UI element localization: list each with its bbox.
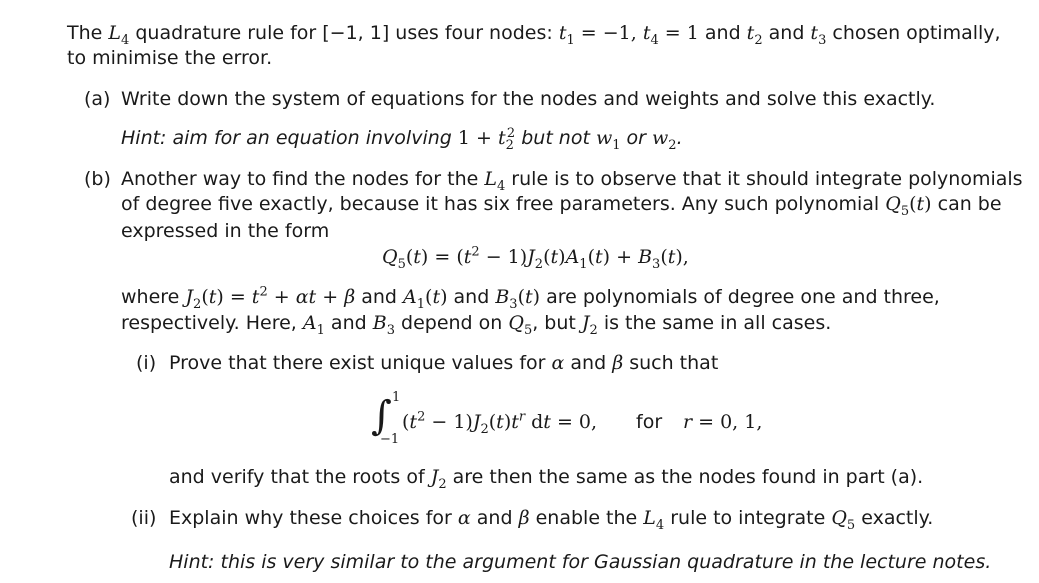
intro-text: quadrature rule for [−1, 1] uses four nodes: [129, 22, 559, 44]
part-b-label: (b) [84, 168, 111, 190]
part-b-where-line: where $J_2(t) = t^2 + \alpha t + \beta$ and $A_1(t)$ and $B_3(t)$ are polynomials of degree one and three, [121, 284, 940, 312]
integral-lower-limit: −1 [380, 432, 400, 447]
integral-upper-limit: 1 [392, 390, 401, 405]
sub-i-label: (i) [136, 352, 157, 374]
part-a-text: Write down the system of equations for the nodes and weights and solve this exactly. [121, 88, 936, 110]
part-b-line-1: Another way to find the nodes for the $L_4$ rule is to observe that it should integrate polynomials [121, 168, 1023, 194]
part-b-respectively-line: respectively. Here, $A_1$ and $B_3$ depend on $Q_5$, but $J_2$ is the same in all cases. [121, 312, 832, 338]
part-a-hint: Hint: aim for an equation involving $1 + t_2^2$ but not $w_1$ or $w_2$. [121, 125, 683, 153]
orthogonality-equation: $(t^2 - 1)J_2(t)t^r$ dt = 0, [402, 409, 598, 437]
intro-line-2: to minimise the error. [67, 47, 273, 69]
intro-line-1: The $L_4$ quadrature rule for [−1, 1] uses four nodes: $t_1 = -1$, $t_4 = 1$ and $t_2$ and $t_3$ chosen optimally, [67, 22, 1001, 48]
intro-text: and [698, 22, 747, 44]
r-values: r = 0, 1, [683, 411, 763, 433]
sub-i-text: Prove that there exist unique values for α and β such that [169, 352, 719, 374]
sub-ii-text: Explain why these choices for α and β enable the $L_4$ rule to integrate $Q_5$ exactly. [169, 507, 934, 533]
intro-text: and [762, 22, 811, 44]
sub-ii-label: (ii) [131, 507, 157, 529]
part-a-label: (a) [84, 88, 111, 110]
polynomial-form-equation: $Q_5(t) = (t^2 - 1)J_2(t)A_1(t) + B_3(t)$, [382, 244, 689, 272]
sub-i-verify: and verify that the roots of $J_2$ are then the same as the nodes found in part (a). [169, 466, 924, 492]
integral-sign: ∫ [371, 393, 392, 439]
part-b-line-3: expressed in the form [121, 220, 330, 242]
intro-text: The [67, 22, 109, 44]
for-word: for [636, 411, 663, 433]
part-b-line-2: of degree five exactly, because it has six free parameters. Any such polynomial $Q_5(t)$ can be [121, 193, 1002, 219]
intro-text: chosen optimally, [826, 22, 1001, 44]
sub-ii-hint: Hint: this is very similar to the argument for Gaussian quadrature in the lecture notes. [169, 551, 992, 573]
